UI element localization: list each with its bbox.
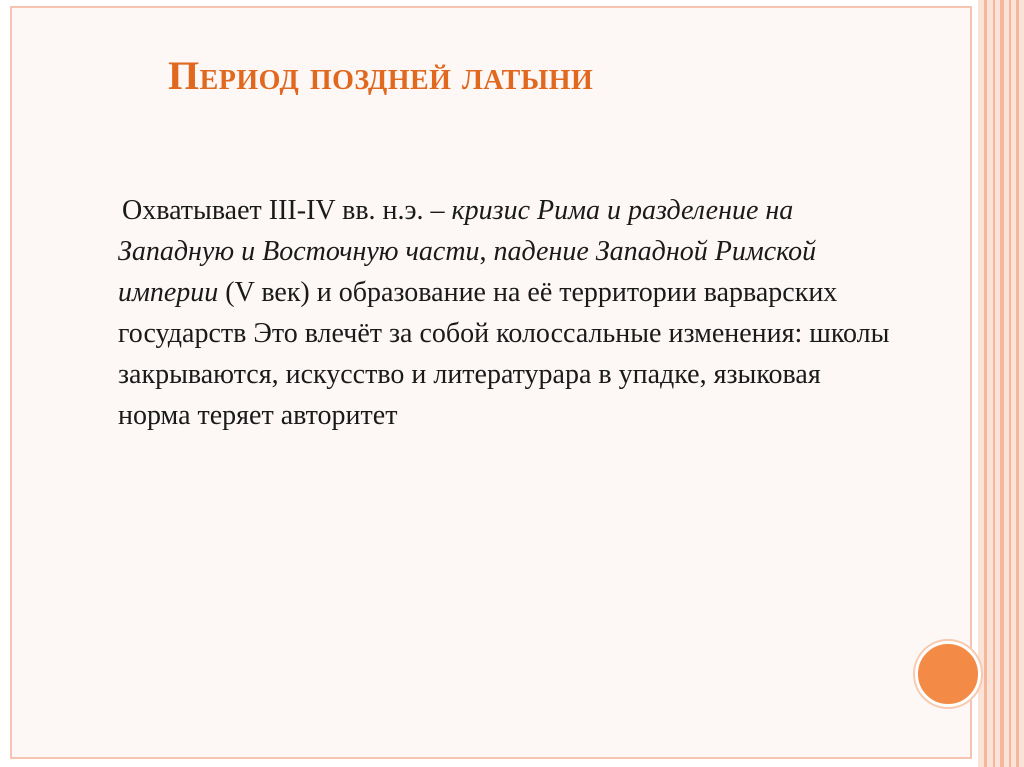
decorative-stripes xyxy=(978,0,1024,767)
slide-body xyxy=(118,190,898,436)
slide-title: Период поздней латыни xyxy=(168,53,594,98)
stripe xyxy=(984,0,987,767)
stripe xyxy=(1000,0,1004,767)
stripe xyxy=(993,0,995,767)
decorative-circle xyxy=(915,641,981,707)
body-text-italic: кризис Рима и разделение на Западную и Восточную части xyxy=(118,195,794,267)
stripe xyxy=(1016,0,1019,767)
body-text-plain: Охватывает III-IV вв. н.э. – xyxy=(122,195,452,226)
body-text-plain: , xyxy=(479,236,494,267)
stripe xyxy=(1009,0,1011,767)
body-text-italic: падение Западной Римской империи xyxy=(118,236,817,308)
body-text-plain: (V век) и образование на её территории варварских государств Это влечёт за собой колоссальные изменения: школы закрываются, искусство и литературара в упадке, языковая норма теряет авторитет xyxy=(118,277,890,431)
